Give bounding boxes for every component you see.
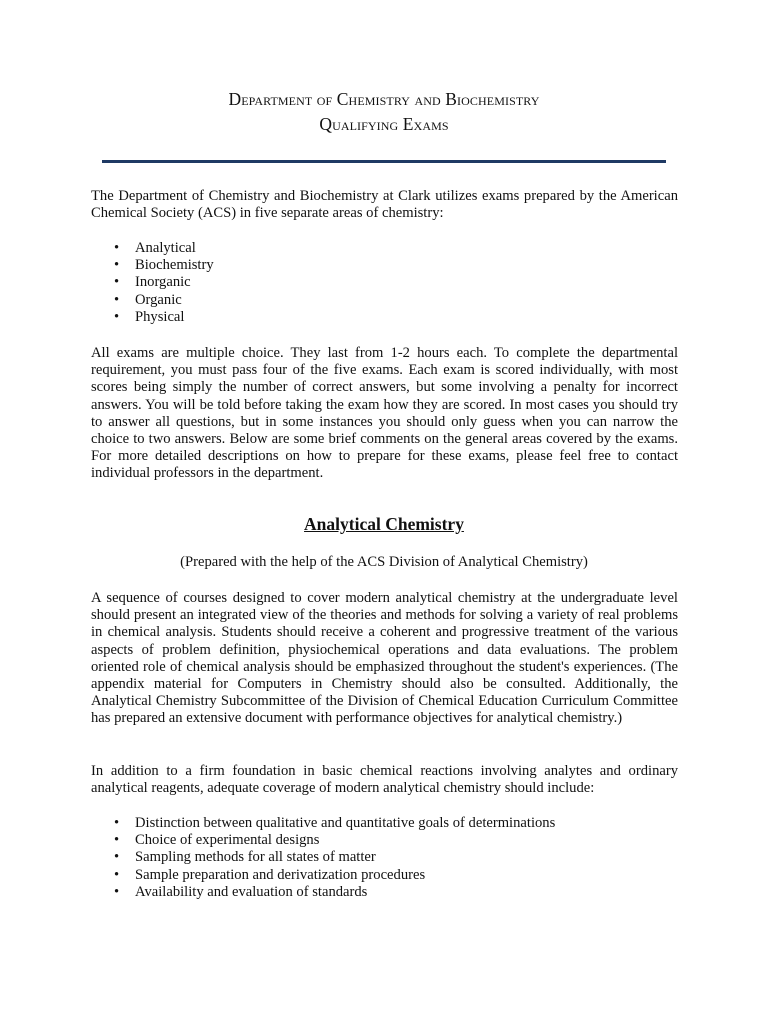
list-item: • Analytical — [114, 240, 196, 256]
list-item: • Biochemistry — [114, 257, 214, 274]
bullet-icon: • — [114, 883, 120, 900]
bullet-icon: • — [114, 832, 120, 849]
exam-areas-list — [114, 240, 214, 326]
intro-paragraph: The Department of Chemistry and Biochemistry at Clark utilizes exams prepared by the American Chemical Society (ACS) in five separate areas of chemistry: — [91, 188, 678, 222]
section-heading-analytical: Analytical Chemistry — [304, 514, 464, 534]
list-item: • Physical — [114, 308, 185, 325]
list-item: • Inorganic — [114, 274, 191, 291]
analytical-topics-list — [114, 815, 555, 901]
list-item: • Organic — [114, 291, 182, 308]
title-divider — [102, 160, 666, 163]
list-item: • Availability and evaluation of standards — [114, 883, 368, 900]
bullet-icon: • — [114, 240, 120, 256]
section-note: (Prepared with the help of the ACS Division of Analytical Chemistry) — [180, 554, 588, 570]
bullet-icon: • — [114, 308, 120, 325]
list-item: • Distinction between qualitative and quantitative goals of determinations — [114, 815, 556, 831]
bullet-icon: • — [114, 257, 120, 274]
exams-info-paragraph: All exams are multiple choice. They last from 1-2 hours each. To complete the departmental requirement, you must pass four of the five exams. Each exam is scored individually, with most scores being simply the number of correct answers, but some involving a penalty for incorrect answers. You will be told before taking the exam how they are scored. In most cases you should try to answer all questions, but in some instances you should only guess when you can narrow the choice to two answers. Below are some brief comments on the general areas covered by the exams. For more detailed descriptions on how to prepare for these exams, please feel free to contact individual professors in the department. — [91, 345, 678, 482]
bullet-icon: • — [114, 274, 120, 291]
bullet-icon: • — [114, 866, 120, 883]
page-title-line-2: Qualifying Exams — [319, 114, 449, 134]
bullet-icon: • — [114, 849, 120, 866]
bullet-icon: • — [114, 815, 120, 831]
list-item: • Choice of experimental designs — [114, 832, 320, 849]
page-title-line-1: Department of Chemistry and Biochemistry — [228, 89, 540, 109]
bullet-icon: • — [114, 291, 120, 308]
analytical-paragraph-1: A sequence of courses designed to cover modern analytical chemistry at the undergraduate level should present an integrated view of the theories and methods for solving a variety of real problems in chemical analysis. Students should receive a coherent and progressive treatment of the various aspects of problem definition, physiochemical operations and data evaluations. The problem oriented role of chemical analysis should be emphasized throughout the student's experiences. (The appendix material for Computers in Chemistry should also be consulted. Additionally, the Analytical Chemistry Subcommittee of the Division of Chemical Education Curriculum Committee has prepared an extensive document with performance objectives for analytical chemistry.) — [91, 590, 678, 727]
list-item: • Sampling methods for all states of matter — [114, 849, 376, 866]
analytical-paragraph-2: In addition to a firm foundation in basic chemical reactions involving analytes and ordinary analytical reagents, adequate coverage of modern analytical chemistry should include: — [91, 763, 678, 797]
list-item: • Sample preparation and derivatization procedures — [114, 866, 426, 883]
